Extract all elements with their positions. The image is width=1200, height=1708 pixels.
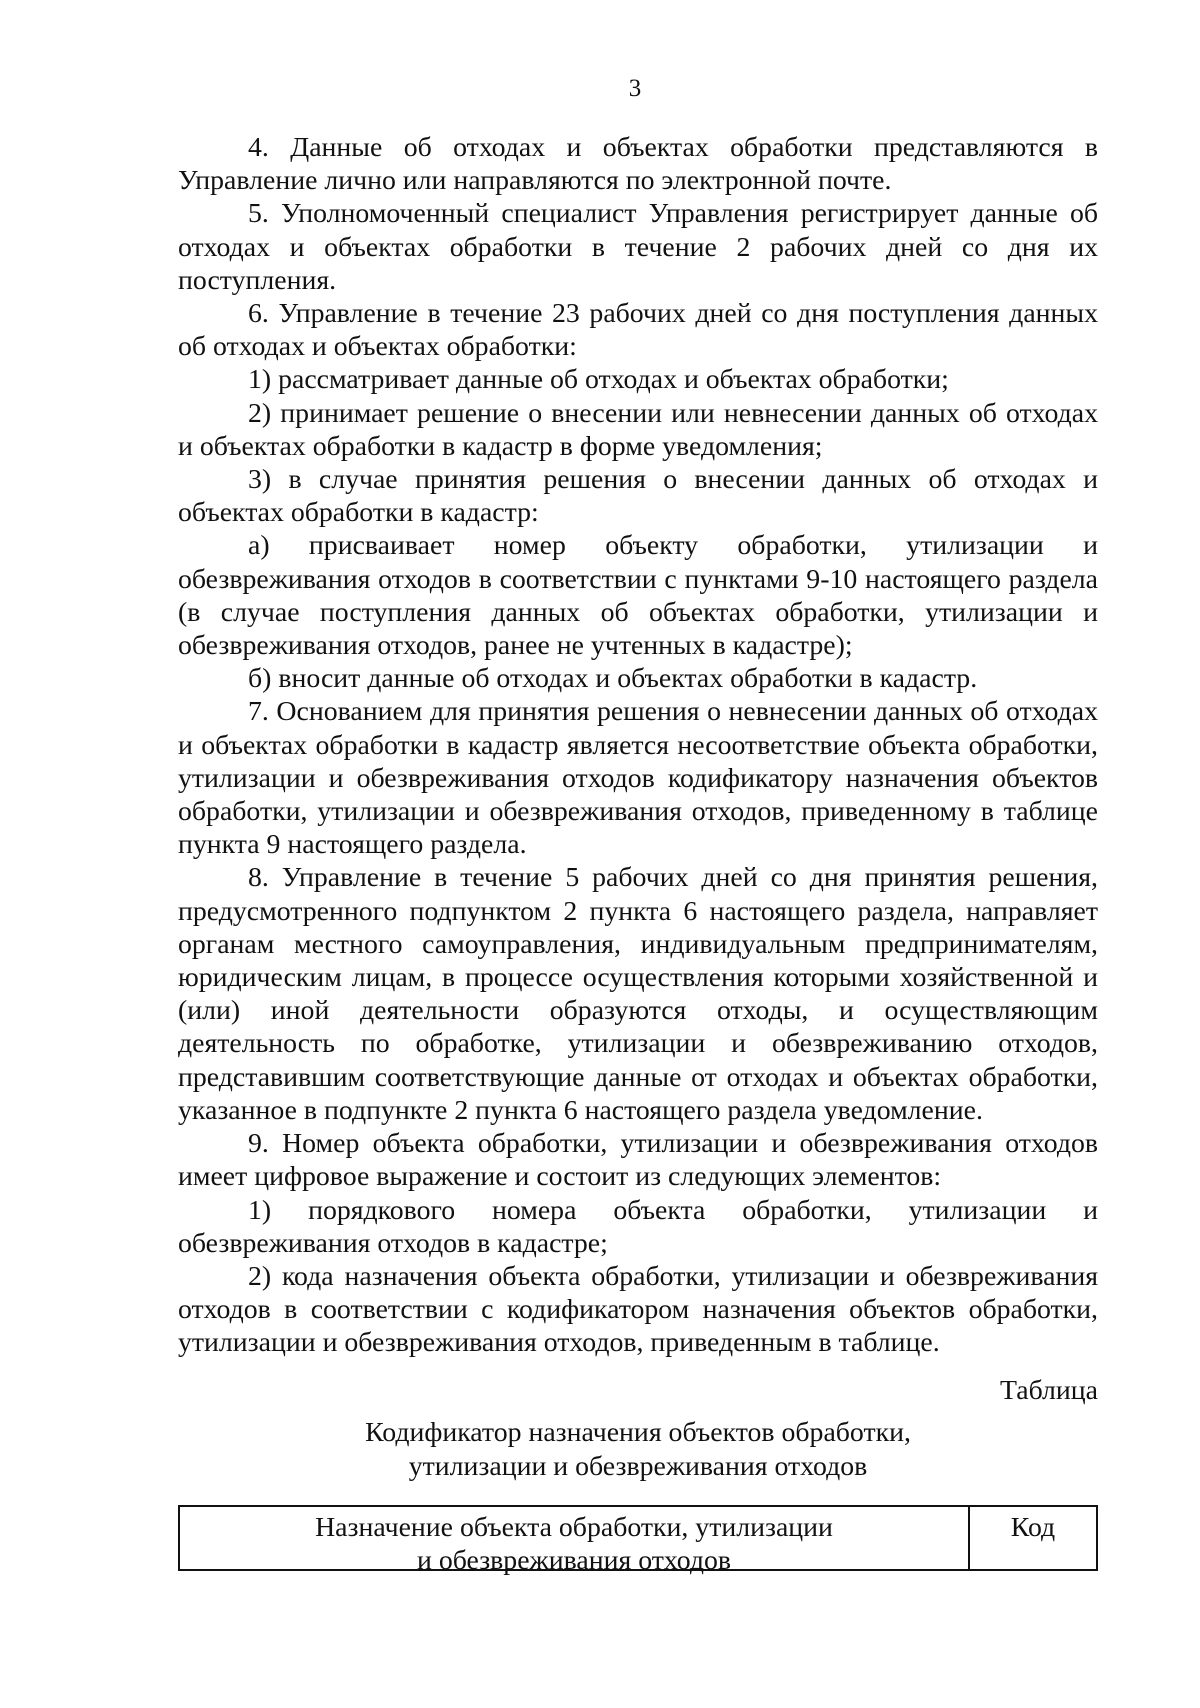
table-header-purpose-line-2: и обезвреживания отходов xyxy=(417,1545,731,1576)
table-label: Таблица xyxy=(999,1375,1098,1406)
table-header-code: Код xyxy=(1010,1512,1056,1543)
paragraph-4: 4. Данные об отходах и объектах обработки представляются в Управление лично или направляются по электронной почте. xyxy=(178,132,1098,197)
table-title-line-1: Кодификатор назначения объектов обработки, xyxy=(365,1417,911,1448)
table-title-line-2: утилизации и обезвреживания отходов xyxy=(408,1451,868,1482)
paragraph-8: 8. Управление в течение 5 рабочих дней со дня принятия решения, предусмотренного подпунктом 2 пункта 6 настоящего раздела, направляет органам местного самоуправления, индивидуальным предпринимателям, юридическим лицам, в процессе осуществления которыми хозяйственной и (или) иной деятельности образуются отходы, и осуществляющим деятельность по обработке, утилизации и обезвреживанию отходов, представившим соответствующие данные от отходах и объектах обработки, указанное в подпункте 2 пункта 6 настоящего раздела уведомление. xyxy=(178,862,1098,1126)
body-text xyxy=(178,131,1098,1360)
paragraph-9-item-1: 1) порядкового номера объекта обработки, утилизации и обезвреживания отходов в кадастре; xyxy=(178,1194,1098,1259)
table-title xyxy=(178,1416,1098,1484)
paragraph-6-item-1: 1) рассматривает данные об отходах и объектах обработки; xyxy=(248,364,949,396)
paragraph-6-item-2: 2) принимает решение о внесении или невнесении данных об отходах и объектах обработки в кадастр в форме уведомления; xyxy=(178,397,1098,462)
paragraph-6-item-3b: б) вносит данные об отходах и объектах обработки в кадастр. xyxy=(248,663,978,695)
codifier-table xyxy=(178,1505,1098,1576)
table-header-purpose-line-1: Назначение объекта обработки, утилизации xyxy=(315,1512,833,1543)
page-number: 3 xyxy=(628,75,642,102)
paragraph-9: 9. Номер объекта обработки, утилизации и обезвреживания отходов имеет цифровое выражение и состоит из следующих элементов: xyxy=(178,1128,1098,1193)
paragraph-5: 5. Уполномоченный специалист Управления регистрирует данные об отходах и объектах обработки в течение 2 рабочих дней со дня их поступления. xyxy=(178,198,1098,296)
paragraph-6-item-3: 3) в случае принятия решения о внесении данных об отходах и объектах обработки в кадастр: xyxy=(178,464,1098,529)
table-header-purpose xyxy=(180,1507,970,1576)
paragraph-6-item-3a: а) присваивает номер объекту обработки, утилизации и обезвреживания отходов в соответствии с пунктами 9-10 настоящего раздела (в случае поступления данных об объектах обработки, утилизации и обезвреживания отходов, ранее не учтенных в кадастре); xyxy=(178,530,1098,662)
paragraph-6: 6. Управление в течение 23 рабочих дней со дня поступления данных об отходах и объектах обработки: xyxy=(178,298,1098,363)
paragraph-7: 7. Основанием для принятия решения о невнесении данных об отходах и объектах обработки в кадастр является несоответствие объекта обработки, утилизации и обезвреживания отходов кодификатору назначения объектов обработки, утилизации и обезвреживания отходов, приведенному в таблице пункта 9 настоящего раздела. xyxy=(178,696,1098,861)
paragraph-9-item-2: 2) кода назначения объекта обработки, утилизации и обезвреживания отходов в соответствии с кодификатором назначения объектов обработки, утилизации и обезвреживания отходов, приведенным в таблице. xyxy=(178,1260,1098,1359)
